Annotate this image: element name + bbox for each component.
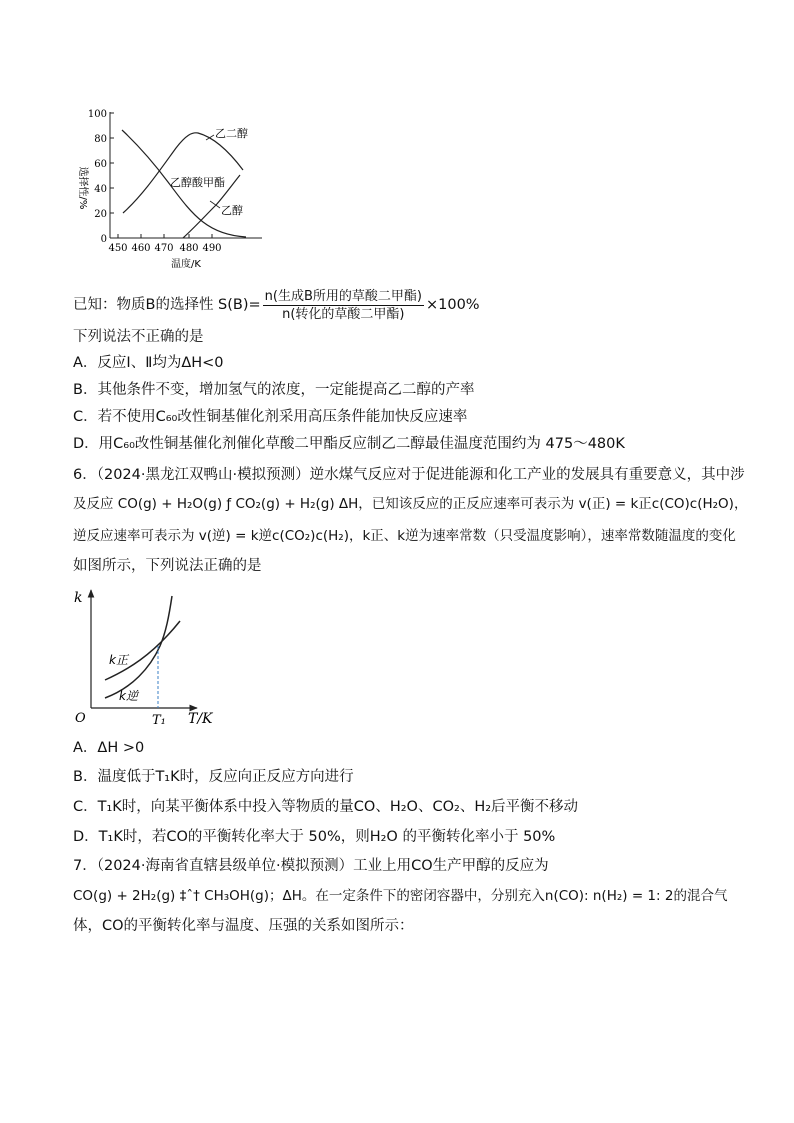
rate-constant-chart bbox=[72, 586, 232, 731]
q7-line-1: 7．（2024·海南省直辖县级单位·模拟预测）工业上用CO生产甲醇的反应为 bbox=[73, 858, 549, 874]
svg-text:490: 490 bbox=[202, 243, 222, 254]
svg-text:40: 40 bbox=[94, 184, 107, 195]
label-ethanol: 乙醇 bbox=[221, 204, 243, 217]
svg-text:80: 80 bbox=[94, 134, 107, 145]
label-k-reverse: k逆 bbox=[119, 689, 138, 703]
q6-line-3: 逆反应速率可表示为 v(逆) = k逆c(CO₂)c(H₂)，k正、k逆为速率常数（只受温度影响），速率常数随温度的变化 bbox=[73, 528, 736, 544]
chart2-y-label: k bbox=[74, 590, 83, 606]
q5-option-c: C．若不使用C₆₀改性铜基催化剂采用高压条件能加快反应速率 bbox=[73, 409, 468, 425]
chart2-t1-label: T₁ bbox=[152, 713, 166, 728]
q6-line-4: 如图所示，下列说法正确的是 bbox=[73, 558, 262, 574]
label-ethylene-glycol: 乙二醇 bbox=[215, 127, 248, 140]
fraction-numerator: n(生成B所用的草酸二甲酯) bbox=[264, 288, 422, 304]
svg-text:460: 460 bbox=[131, 243, 151, 254]
q6-option-a: A．ΔH >0 bbox=[73, 740, 145, 756]
svg-text:60: 60 bbox=[94, 159, 107, 170]
q7-line-3: 体，CO的平衡转化率与温度、压强的关系如图所示： bbox=[73, 918, 414, 934]
q7-line-2: CO(g) + 2H₂(g) ‡ˆ† CH₃OH(g)；ΔH。在一定条件下的密闭容器中，分别充入n(CO): n(H₂) = 1: 2的混合气 bbox=[73, 888, 728, 904]
label-k-forward: k正 bbox=[109, 653, 128, 667]
k-reverse-curve bbox=[105, 596, 172, 698]
chart1-y-label: 选择性/% bbox=[77, 166, 88, 210]
known-suffix: ×100% bbox=[425, 297, 480, 313]
svg-text:0: 0 bbox=[100, 234, 107, 245]
known-formula bbox=[73, 287, 480, 323]
q5-option-b: B．其他条件不变，增加氢气的浓度，一定能提高乙二醇的产率 bbox=[73, 382, 475, 398]
known-prefix: 已知：物质B的选择性 S(B)= bbox=[73, 297, 261, 313]
q6-line-2: 及反应 CO(g) + H₂O(g) ƒ CO₂(g) + H₂(g) ΔH，已知该反应的正反应速率可表示为 v(正) = k正c(CO)c(H₂O)， bbox=[73, 496, 748, 512]
selectivity-fraction bbox=[263, 288, 424, 323]
chart1-x-ticks bbox=[108, 234, 221, 254]
svg-text:480: 480 bbox=[179, 243, 199, 254]
q5-option-d: D．用C₆₀改性铜基催化剂催化草酸二甲酯反应制乙二醇最佳温度范围约为 475～480K bbox=[73, 436, 625, 452]
q6-option-d: D．T₁K时，若CO的平衡转化率大于 50%，则H₂O 的平衡转化率小于 50% bbox=[73, 829, 556, 845]
svg-text:450: 450 bbox=[108, 243, 128, 254]
svg-text:100: 100 bbox=[87, 109, 107, 120]
chart2-origin: O bbox=[75, 711, 86, 726]
svg-text:20: 20 bbox=[94, 209, 107, 220]
q5-stem: 下列说法不正确的是 bbox=[73, 329, 204, 345]
selectivity-chart bbox=[68, 100, 268, 272]
k-forward-curve bbox=[105, 621, 180, 680]
label-methyl-glycolate: 乙醇酸甲酯 bbox=[170, 176, 225, 189]
q6-option-c: C．T₁K时，向某平衡体系中投入等物质的量CO、H₂O、CO₂、H₂后平衡不移动 bbox=[73, 799, 579, 815]
q6-line-1: 6．（2024·黑龙江双鸭山·模拟预测）逆水煤气反应对于促进能源和化工产业的发展具有重要意义，其中涉 bbox=[73, 467, 745, 483]
q6-option-b: B．温度低于T₁K时，反应向正反应方向进行 bbox=[73, 769, 354, 785]
fraction-denominator: n(转化的草酸二甲酯) bbox=[282, 306, 405, 322]
q5-option-a: A．反应Ⅰ、Ⅱ均为ΔH<0 bbox=[73, 355, 224, 371]
chart1-x-label: 温度/K bbox=[171, 259, 201, 270]
svg-text:470: 470 bbox=[154, 243, 174, 254]
chart2-x-label: T/K bbox=[188, 711, 213, 727]
